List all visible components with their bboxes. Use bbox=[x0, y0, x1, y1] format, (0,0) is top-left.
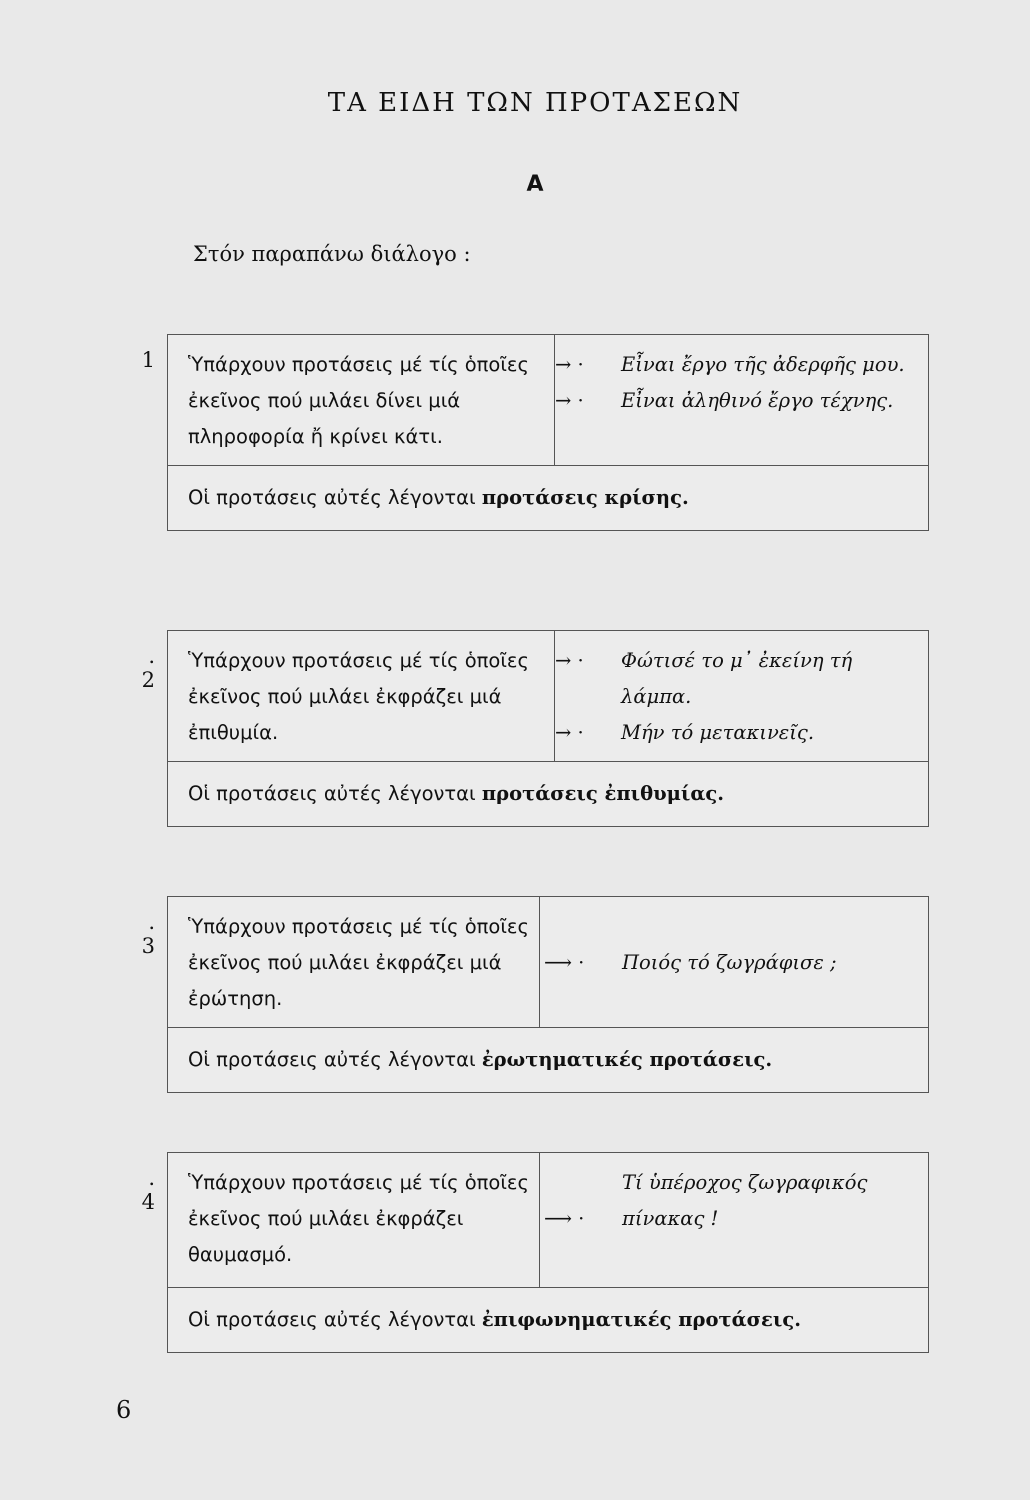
block-examples bbox=[555, 631, 928, 761]
block-summary bbox=[168, 1288, 928, 1352]
sentence-type-block-2 bbox=[141, 630, 929, 827]
summary-prefix: Οἱ προτάσεις αὐτές λέγονται bbox=[188, 1048, 476, 1071]
page-title: ΤΑ ΕΙΔΗ ΤΩΝ ΠΡΟΤΑΣΕΩΝ bbox=[327, 88, 743, 118]
block-examples bbox=[555, 335, 928, 465]
block-top-row bbox=[168, 897, 928, 1028]
arrow-icon: → · bbox=[555, 389, 584, 412]
sentence-type-block-3 bbox=[141, 896, 929, 1093]
summary-prefix: Οἱ προτάσεις αὐτές λέγονται bbox=[188, 1308, 476, 1331]
summary-term: ἐρωτηματικές προτάσεις. bbox=[481, 1048, 773, 1071]
intro-text: Στόν παραπάνω διάλογο : bbox=[193, 242, 471, 266]
example-item bbox=[555, 347, 918, 383]
summary-term: προτάσεις ἐπιθυμίας. bbox=[481, 782, 725, 805]
example-text: Φώτισέ το μ᾿ ἐκείνη τή λάμπα. bbox=[621, 649, 853, 708]
block-top-row bbox=[168, 1153, 928, 1288]
sentence-type-block-1 bbox=[141, 334, 929, 531]
example-text: Μήν τό μετακινεῖς. bbox=[621, 721, 815, 744]
example-text: Εἶναι ἀληθινό ἔργο τέχνης. bbox=[621, 389, 894, 412]
block-examples bbox=[540, 897, 928, 1027]
example-text: Τί ὑπέροχος ζωγραφικός πίνακας ! bbox=[622, 1171, 868, 1230]
summary-prefix: Οἱ προτάσεις αὐτές λέγονται bbox=[188, 782, 476, 805]
page-number: 6 bbox=[116, 1396, 132, 1424]
example-item bbox=[540, 945, 837, 981]
arrow-icon: → · bbox=[555, 353, 584, 376]
example-item bbox=[555, 715, 918, 751]
block-description: Ὑπάρχουν προτάσεις μέ τίς ὁποῖες ἐκεῖνος πού μιλάει ἐκφράζει μιά ἐρώτηση. bbox=[168, 897, 540, 1027]
block-number: . 4 bbox=[141, 1166, 155, 1214]
block-box bbox=[167, 896, 929, 1093]
section-letter: Α bbox=[526, 172, 544, 197]
summary-term: ἐπιφωνηματικές προτάσεις. bbox=[481, 1308, 801, 1331]
block-box bbox=[167, 1152, 929, 1353]
block-description: Ὑπάρχουν προτάσεις μέ τίς ὁποῖες ἐκεῖνος πού μιλάει δίνει μιά πληροφορία ἤ κρίνει κάτι. bbox=[168, 335, 555, 465]
summary-term: προτάσεις κρίσης. bbox=[481, 486, 689, 509]
block-number: 1 bbox=[141, 348, 155, 372]
arrow-icon: → · bbox=[555, 649, 584, 672]
block-description: Ὑπάρχουν προτάσεις μέ τίς ὁποῖες ἐκεῖνος πού μιλάει ἐκφράζει μιά ἐπιθυμία. bbox=[168, 631, 555, 761]
summary-prefix: Οἱ προτάσεις αὐτές λέγονται bbox=[188, 486, 476, 509]
arrow-icon: ⟶ · bbox=[544, 951, 585, 974]
block-number: . 3 bbox=[141, 910, 155, 958]
block-examples bbox=[540, 1153, 928, 1287]
block-box bbox=[167, 334, 929, 531]
block-top-row bbox=[168, 335, 928, 466]
arrow-icon: ⟶ · bbox=[544, 1207, 585, 1230]
example-text: Εἶναι ἔργο τῆς ἀδερφῆς μου. bbox=[621, 353, 905, 376]
example-text: Ποιός τό ζωγράφισε ; bbox=[622, 951, 837, 974]
arrow-icon: → · bbox=[555, 721, 584, 744]
block-summary bbox=[168, 1028, 928, 1092]
block-number: . 2 bbox=[141, 644, 155, 692]
example-item bbox=[540, 1165, 918, 1237]
example-item bbox=[555, 383, 918, 419]
block-summary bbox=[168, 466, 928, 530]
example-item bbox=[555, 643, 918, 715]
block-summary bbox=[168, 762, 928, 826]
sentence-type-block-4 bbox=[141, 1152, 929, 1353]
block-box bbox=[167, 630, 929, 827]
block-description: Ὑπάρχουν προτάσεις μέ τίς ὁποῖες ἐκεῖνος πού μιλάει ἐκφράζει θαυμασμό. bbox=[168, 1153, 540, 1287]
block-top-row bbox=[168, 631, 928, 762]
